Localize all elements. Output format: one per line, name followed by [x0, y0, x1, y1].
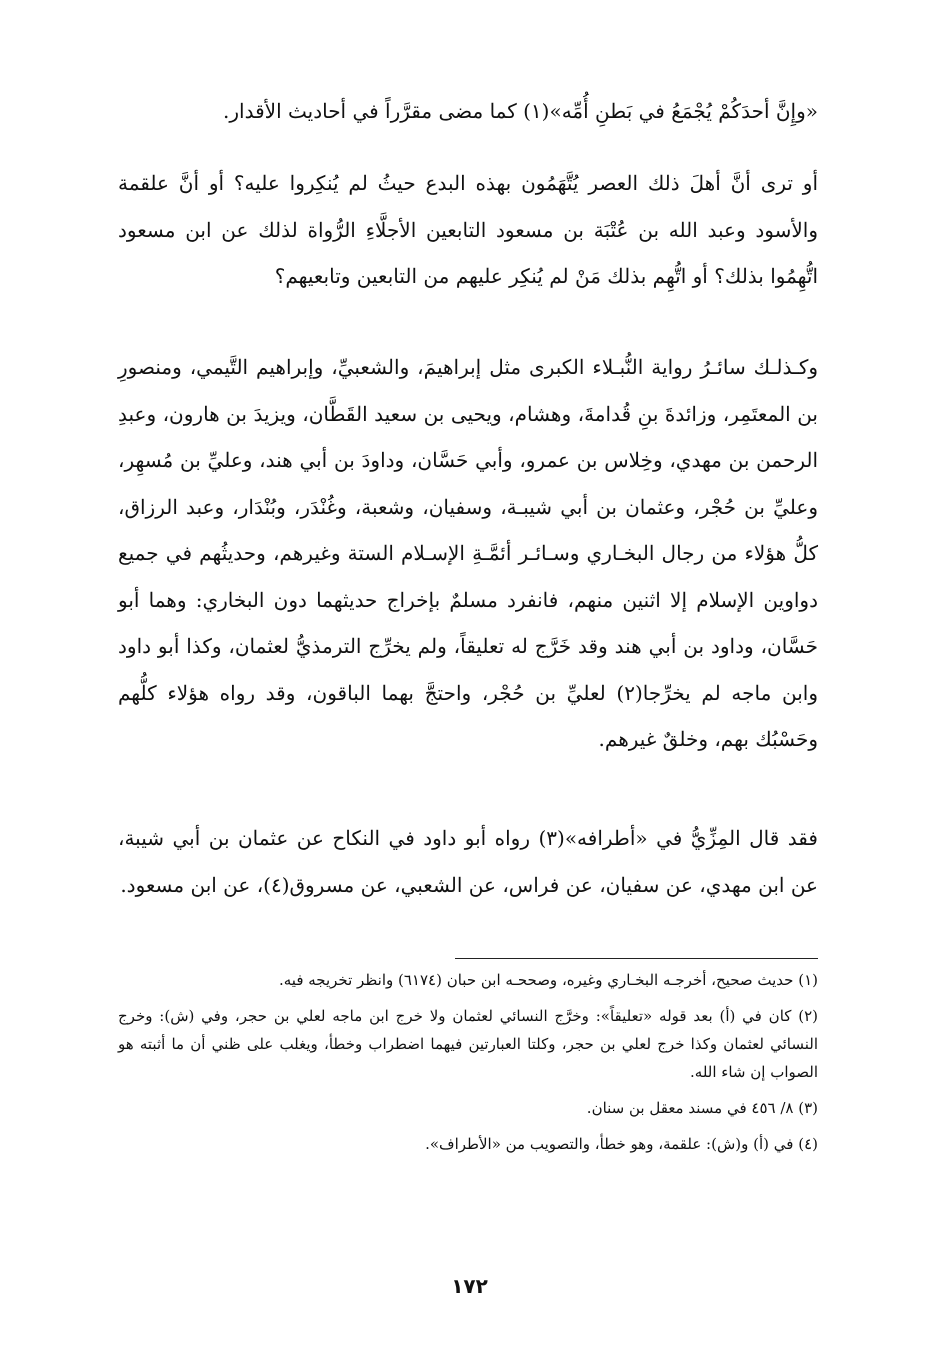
footnotes-section [118, 966, 818, 1166]
footnote-1: (١) حديث صحيح، أخرجـه البخـاري وغيره، وصححـه ابن حبان (٦١٧٤) وانظر تخريجه فيه. [278, 971, 818, 989]
footnote-4: (٤) في (أ) و(ش): علقمة، وهو خطأ، والتصويب من «الأطراف». [425, 1135, 818, 1153]
paragraph-2: وكـذلـك سائـرُ رواية النُّبـلاء الكبرى مثل إبراهيمَ، والشعبيِّ، وإبراهيم التَّيمي، ومنصورِ بن المعتَمِر، وزائدةَ بنِ قُدامةَ، وهشام، ويحيى بن سعيد القَطَّان، ويزيدَ بن هارون، وعبدِ الرحمن بن مهدي، وخِلاس بن عمرو، وأبي حَسَّان، وداودَ بن أبي هند، وعليِّ بن مُسهِر، وعليِّ بن حُجْر، وعثمان بن أبي شيبـة، وسفيان، وشعبة، وغُنْدَر، وبُنْدَار، وعبد الرزاق، كلُّ هؤلاء من رجال البخـاري وسـائـر أئمَّـةِ الإسـلام الستة وغيرهم، وحديثُهم في جميع دواوين الإسلام إلا اثنين منهم، فانفرد مسلمٌ بإخراج حديثهما دون البخاري: وهما أبو حَسَّان، وداود بن أبي هند وقد خَرَّج له تعليقاً، ولم يخرِّج الترمذيُّ لعثمان، وكذا أبو داود وابن ماجه لم يخرِّجا(٢) لعليِّ بن حُجْر، واحتجَّ بهما الباقون، وقد رواه هؤلاء كلُّهم وحَسْبُك بهم، وخلقٌ غيرهم. [118, 355, 818, 751]
paragraph-1: أو ترى أنَّ أهلَ ذلك العصر يُتَّهَمُون بهذه البدع حيثُ لم يُنكِروا عليه؟ أو أنَّ علقمة والأسود وعبد الله بن عُتْبَة بن مسعود التابعين الأجلَّاءِ الرُّواة لذلك عن ابن مسعود اتُّهِمُوا بذلك؟ أو اتُّهِم بذلك مَنْ لم يُنكِر عليهم من التابعين وتابعيهم؟ [118, 171, 818, 288]
footnote-separator [455, 958, 818, 959]
intro-line: «وإِنَّ أحدَكُمْ يُجْمَعُ في بَطنِ أُمِّه»(١) كما مضى مقرَّراً في أحاديث الأقدار. [223, 99, 818, 123]
paragraph-3: فقد قال المِزِّيُّ في «أطرافه»(٣) رواه أبو داود في النكاح عن عثمان بن أبي شيبة، عن ابن مهدي، عن سفيان، عن فراس، عن الشعبي، عن مسروق(٤)، عن ابن مسعود. [118, 826, 818, 897]
footnote-3: (٣) ٨/ ٤٥٦ في مسند معقل بن سنان. [586, 1099, 818, 1117]
footnote-2: (٢) كان في (أ) بعد قوله «تعليقاً»: وخرَّج النسائي لعثمان ولا خرج ابن ماجه لعلي بن حجر، وفي (ش): وخرج النسائي لعثمان وكذا خرج لعلي بن حجر، وكلتا العبارتين فيهما اضطراب وخطأ، ويغلب على ظني أن ما أثبته هو الصواب إن شاء الله. [118, 1007, 818, 1081]
page-number: ١٧٢ [451, 1274, 488, 1298]
